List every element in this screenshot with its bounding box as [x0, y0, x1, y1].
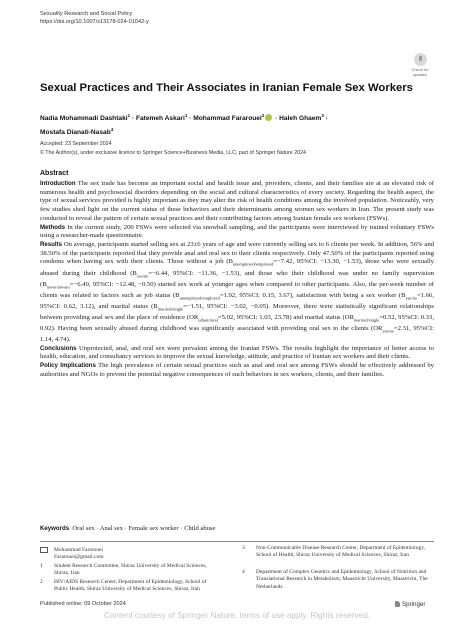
affil-text: Non-Communicable Disease Research Center, Department of Epidemiology, School of Health, Shiraz University of Medical Sciences, Shiraz, Iran: [256, 545, 425, 559]
keywords-text: Oral sex · Anal sex · Female sex worker · Child abuse: [72, 525, 216, 532]
author-name[interactable]: Mostafa Dianati-Nasab: [40, 129, 111, 137]
author-separator: ·: [187, 115, 194, 123]
affil-mark: 1: [40, 563, 43, 569]
author-name[interactable]: Nadia Mohammadi Dashtaki: [40, 115, 128, 123]
courtesy-notice: Content courtesy of Springer Nature, terms of use apply. Rights reserved.: [103, 611, 371, 620]
abstract-methods: [40, 224, 434, 241]
journal-header: [40, 10, 149, 26]
methods-label: Methods: [40, 223, 66, 231]
policy-text: The high prevalence of certain sexual practices such as anal and oral sex among FSWs should be effectively addressed by authorities and NGOs to prevent the potential negative consequences of such behaviors in sex workers, clients, and their families.: [40, 361, 434, 378]
stat-subscript: urban/rural: [198, 317, 218, 323]
check-updates-icon: [414, 53, 427, 66]
publisher-name: Springer: [402, 601, 426, 608]
author-separator: ·: [273, 115, 280, 123]
stat-subscript: unemployed/employed: [233, 261, 274, 267]
stat-subscript: yes/no: [382, 328, 394, 334]
author-name[interactable]: Mohammad Fararouei: [193, 115, 262, 123]
abstract-introduction: [40, 180, 434, 224]
paper-title: Sexual Practices and Their Associates in Iranian Female Sex Workers: [40, 82, 413, 94]
affiliation-4: [242, 569, 434, 591]
affil-text: HIV/AIDS Research Center, Department of Epidemiology, School of Public Health, Shiraz University of Medical Sciences, Shiraz, Iran: [54, 579, 207, 593]
published-online: Published online: 09 October 2024: [40, 601, 126, 607]
affil-mark: 4: [242, 569, 245, 575]
journal-name: Sexuality Research and Social Policy: [40, 11, 133, 17]
affil-text: Department of Complex Genetics and Epidemiology, School of Nutrition and Translational Research in Metabolism, Maastricht University, Maastricht, The Netherlands: [256, 569, 428, 590]
results-label: Results: [40, 241, 63, 249]
badge-line-2: updates: [412, 72, 428, 77]
stat-subscript: never/always: [46, 283, 70, 289]
stat-subscript: unemployed/employed: [179, 294, 220, 300]
badge-line-1: Check for: [411, 67, 429, 72]
author-list: [40, 110, 440, 138]
affiliation-1: [40, 563, 215, 578]
corresponding-author: [40, 547, 215, 562]
keywords-label: Keywords: [40, 525, 70, 532]
author-separator: ·: [323, 115, 328, 123]
intro-text: The sex trade has become an important social and health issue and, providers, clients, and their families are at an elevated risk of numerous health and psychosocial disorders depending on the social and cultural characteristics of every society. Regarding the health aspect, the type of sexual services provided is highly important as they may alter the risk of health conditions among the involved population. Noticeably, very few studies shed light on the current status of these behaviors and their determinants among women sex workers in Iran. The present study was conducted to reveal the pattern of certain sexual practices and their contributing factors among Iranian female sex workers (FSWs).: [40, 180, 434, 222]
article-meta: [40, 140, 440, 157]
affiliation-2: [40, 579, 215, 594]
abstract-conclusions: [40, 345, 434, 362]
footnote-divider: [40, 541, 434, 542]
author-affil-mark: 2: [261, 113, 265, 118]
author-affil-mark: 4: [110, 127, 114, 133]
intro-label: Introduction: [40, 180, 76, 187]
affil-mark: 3: [242, 545, 245, 551]
abstract-heading: Abstract: [40, 170, 69, 177]
results-text: On average, participants started selling sex at 23±6 years of age and were currently selling sex to 6 clients per week. In addition, 56% and 38.50% of the participants reported that they provide anal and oral sex to their clients respectively. Only 47.50% of the participants reported using condoms when having sex with their clients. Those without a job ($B_{unemployed/employed}=-7.42$, 95%CI: −13.30, −1.53), those who were sexually abused during their childhood ($B_{yes/no}=-6.44$, 95%CI: −11.36, −1.53), and those who their childhood was under no family supervision ($B_{never/always}=-6.49$, 95%CI: −12.48, −0.50) started sex work at younger ages when compared to other participants. Also, the per-week number of clients was related to factors such as job status ($B_{unemployed/employed}=1.92$, 95%CI: 0.15, 3.67), satisfaction with being a sex worker ($B_{yes/no}=1.66$, 95%CI: 0.62, 3.12), and marital status ($B_{married/single}=-1.51$, 95%CI: −3.02, −0.05). Moreover, there were statistically significant relationships between providing anal sex and the place of residence ($OR_{urban/rural}=5.02$, 95%CI: 1.03, 23.78) and marital status ($OR_{married/single}=0.52$, 95%CI: 0.33, 0.92). Having been sexually abused during childhood was significantly associated with providing oral sex to the clients ($OR_{yes/no}=2.31$, 95%CI: 1.14, 4.74).: [40, 241, 435, 343]
author-name[interactable]: Haleh Ghaem: [279, 115, 322, 123]
author-affil-mark: 1: [127, 113, 131, 118]
abstract-policy: [40, 362, 434, 379]
stat-subscript: yes/no: [136, 272, 149, 278]
corr-name: Mohammad Fararouei: [54, 547, 104, 553]
affil-mark: 2: [40, 579, 43, 585]
affil-text: Student Research Committee, Shiraz University of Medical Sciences, Shiraz, Iran: [54, 563, 207, 577]
copyright-line: © The Author(s), under exclusive licence to Springer Science+Business Media, LLC, part of Springer Nature 2024: [40, 149, 306, 156]
mail-icon: [40, 547, 48, 556]
accepted-date: Accepted: 23 September 2024: [40, 141, 112, 147]
author-affil-mark: 1: [184, 113, 188, 118]
doi-link[interactable]: https://doi.org/10.1007/s13178-024-01042-y: [40, 19, 149, 25]
stat-subscript: married/single: [157, 305, 184, 311]
conclusions-text: Unprotected, anal, and oral sex were prevalent among the Iranian FSWs. The results highlight the importance of better access to health, education, and consultancy services to improve the sexual knowledge, attitude, and practice of Iranian sex workers and their clients.: [40, 344, 434, 361]
author-name[interactable]: Fatemeh Askari: [135, 115, 185, 123]
policy-label: Policy Implications: [40, 361, 96, 369]
stat-subscript: yes/no: [405, 294, 417, 300]
affiliation-3: [242, 545, 434, 560]
check-for-updates-badge[interactable]: [407, 53, 433, 77]
springer-horse-icon: [395, 601, 400, 607]
orcid-icon[interactable]: [265, 114, 272, 121]
abstract-results: [40, 241, 434, 344]
conclusions-label: Conclusions: [40, 344, 77, 352]
keywords: [40, 525, 215, 532]
author-separator: ·: [130, 115, 136, 123]
author-affil-mark: 3: [321, 113, 324, 118]
stat-subscript: married/single: [353, 317, 380, 323]
publisher-logo: [395, 601, 425, 608]
abstract-body: [40, 180, 434, 379]
methods-text: In the current study, 200 FSWs were selected via snowball sampling, and the participants were interviewed by trained voluntary FSWs using a researcher-made questionnaire.: [40, 223, 434, 240]
corr-email[interactable]: Fararouei@gmail.com: [54, 554, 104, 561]
